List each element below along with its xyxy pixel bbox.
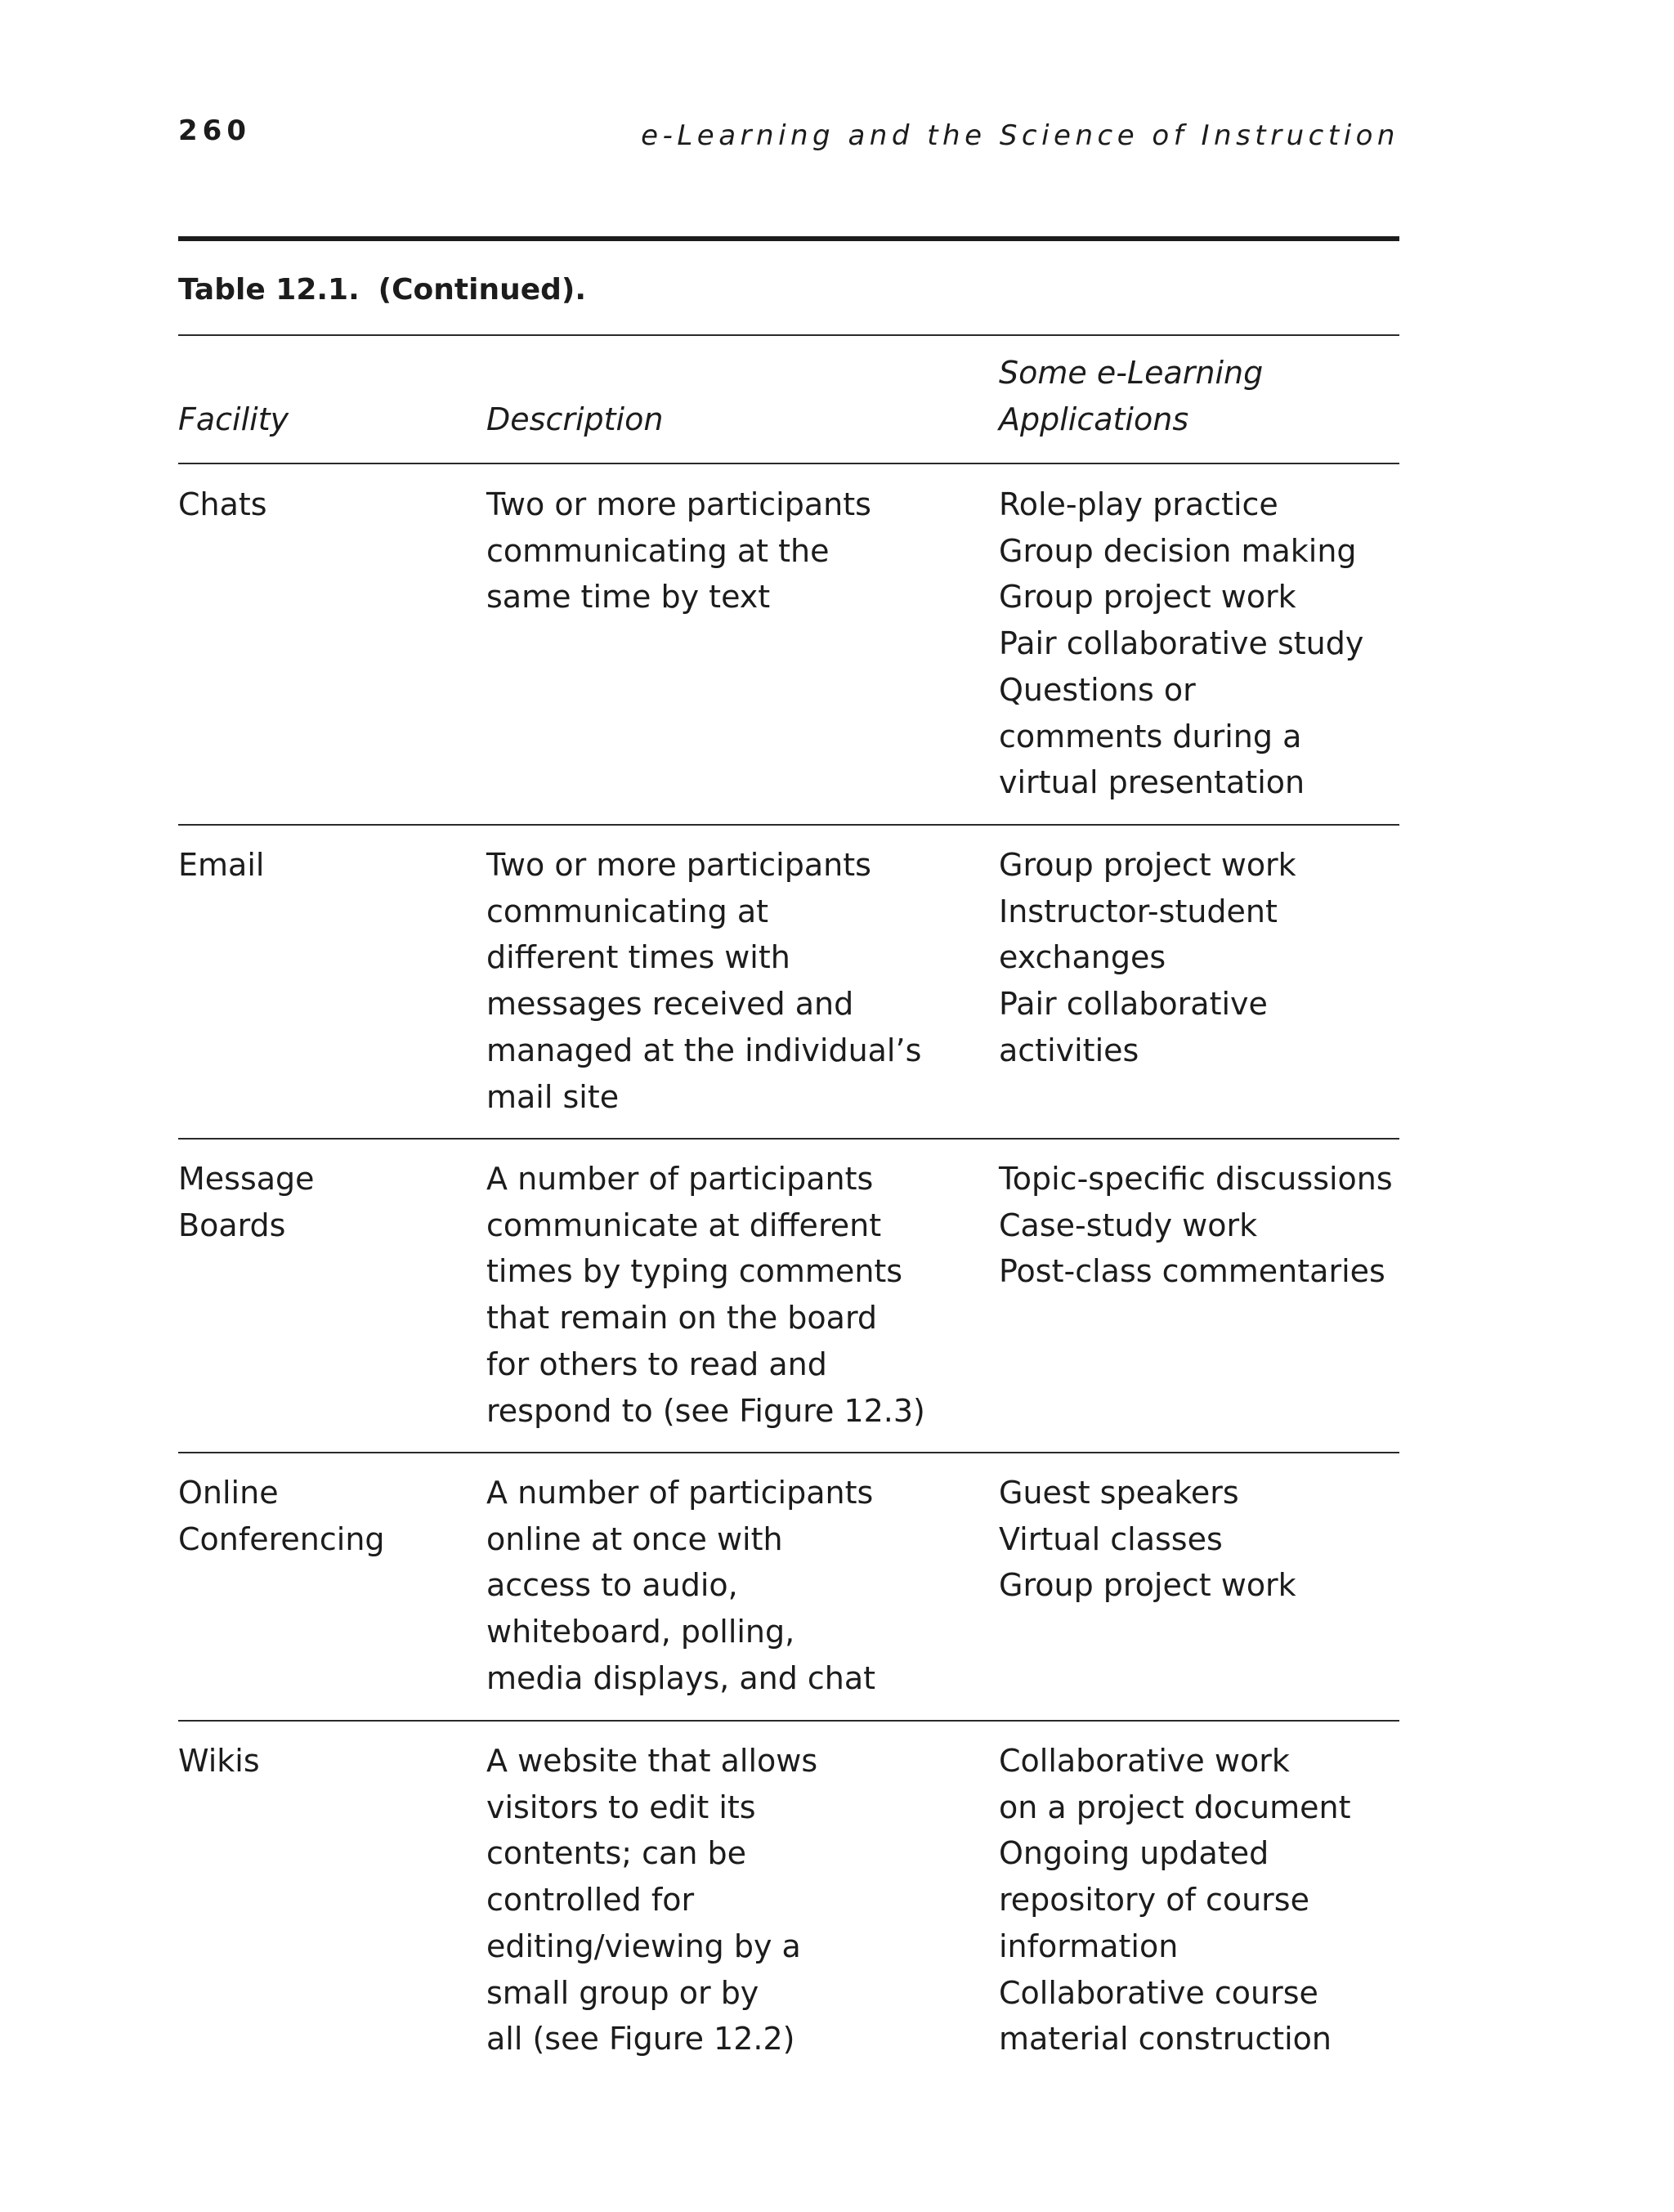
cell-description: Two or more participants communicating at different times with messages received and managed at the individual’s mail site [486,847,922,1115]
header-applications: Some e-Learning Applications [999,355,1264,437]
row-divider [178,824,1399,826]
cell-description: A number of participants online at once with access to audio, whiteboard, polling, media displays, and chat [486,1475,876,1696]
cell-applications: Topic-specific discussions Case-study work Post-class commentaries [999,1161,1393,1290]
table-caption-label: Table 12.1. [178,273,360,307]
row-divider [178,1452,1399,1453]
cell-applications: Collaborative work on a project document Ongoing updated repository of course information Collaborative course material construction [999,1743,1351,2058]
cell-facility: Chats [178,486,267,522]
header-bottom-rule [178,463,1399,464]
row-divider [178,1720,1399,1722]
table-top-rule [178,236,1399,241]
table-caption-suffix: (Continued). [378,273,587,307]
running-head: e-Learning and the Science of Instruction [641,119,1399,152]
header-top-rule [178,334,1399,336]
cell-applications: Group project work Instructor-student exchanges Pair collaborative activities [999,847,1296,1068]
page-number: 260 [178,114,251,147]
header-description: Description [486,401,664,437]
cell-applications: Guest speakers Virtual classes Group project work [999,1475,1296,1604]
cell-description: Two or more participants communicating at the same time by text [486,486,871,616]
cell-facility: Message Boards [178,1161,315,1243]
cell-description: A number of participants communicate at different times by typing comments that remain on the board for others to read and respond to (see Figure 12.3) [486,1161,925,1429]
cell-applications: Role-play practice Group decision making Group project work Pair collaborative study Questions or comments during a virtual presentation [999,486,1364,801]
cell-description: A website that allows visitors to edit its contents; can be controlled for editing/viewing by a small group or by all (see Figure 12.2) [486,1743,818,2058]
cell-facility: Email [178,847,265,883]
cell-facility: Wikis [178,1743,260,1779]
table-caption [178,272,586,308]
cell-facility: Online Conferencing [178,1475,385,1557]
header-facility: Facility [178,401,289,437]
row-divider [178,1138,1399,1140]
